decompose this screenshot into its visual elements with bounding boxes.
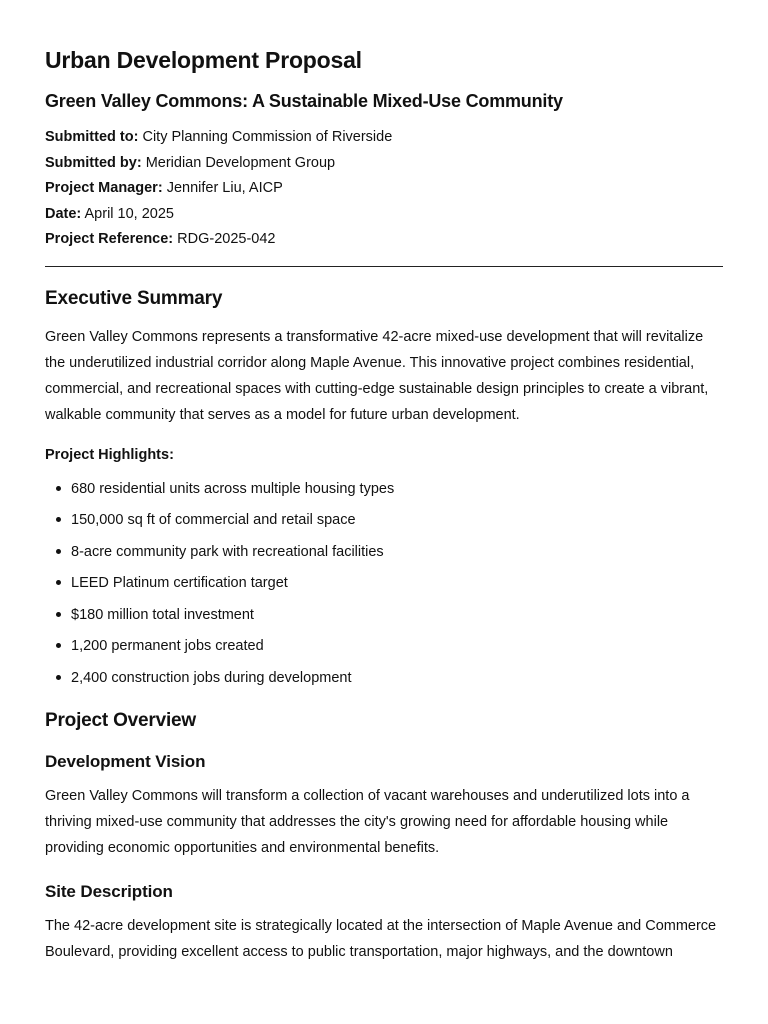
- meta-submitted-to: [45, 125, 723, 151]
- bullet-icon: [56, 486, 61, 491]
- proposal-metadata: [45, 125, 723, 253]
- development-vision-heading: Development Vision: [45, 752, 206, 771]
- meta-value: Jennifer Liu, AICP: [166, 180, 283, 196]
- executive-summary-paragraph: Green Valley Commons represents a transformative 42-acre mixed-use development that will revitalize the underutilized industrial corridor along Maple Avenue. This innovative project combines residential, commercial, and recreational spaces with cutting-edge sustainable design principles to create a vibrant, walkable community that serves as a model for future urban development.: [45, 328, 709, 423]
- bullet-icon: [56, 517, 61, 522]
- meta-value: April 10, 2025: [84, 205, 174, 222]
- meta-value: RDG-2025-042: [177, 231, 276, 247]
- meta-label: Date:: [45, 205, 82, 222]
- list-item: [45, 541, 723, 573]
- bullet-icon: [56, 580, 61, 585]
- bullet-icon: [56, 643, 61, 648]
- list-item: [45, 572, 723, 604]
- list-item: [45, 478, 723, 510]
- bullet-icon: [56, 612, 61, 617]
- meta-project-manager: [45, 176, 723, 202]
- list-item-text: 2,400 construction jobs during development: [71, 669, 352, 686]
- list-item-text: LEED Platinum certification target: [71, 575, 288, 591]
- list-item-text: 680 residential units across multiple housing types: [71, 480, 395, 497]
- list-item-text: 1,200 permanent jobs created: [71, 638, 264, 654]
- list-item-text: $180 million total investment: [71, 606, 254, 623]
- project-highlights-list: [45, 478, 723, 699]
- meta-label: Submitted to:: [45, 129, 139, 145]
- list-item: [45, 635, 723, 667]
- section-divider: [45, 266, 723, 267]
- meta-value: Meridian Development Group: [145, 154, 336, 171]
- list-item: [45, 509, 723, 541]
- project-highlights-label: Project Highlights:: [45, 446, 174, 463]
- meta-label: Project Reference:: [45, 231, 174, 247]
- meta-date: [45, 202, 723, 228]
- list-item: [45, 667, 723, 699]
- list-item-text: 150,000 sq ft of commercial and retail space: [71, 512, 356, 528]
- list-item: [45, 604, 723, 636]
- development-vision-paragraph: Green Valley Commons will transform a collection of vacant warehouses and underutilized lots into a thriving mixed-use community that addresses the city's growing need for affordable housing while providing economic opportunities and environmental benefits.: [45, 788, 690, 856]
- site-description-paragraph: The 42-acre development site is strategically located at the intersection of Maple Avenue and Commerce Boulevard, providing excellent access to public transportation, major highways, and the downtown: [45, 918, 717, 960]
- meta-label: Project Manager:: [45, 180, 163, 196]
- executive-summary-heading: Executive Summary: [45, 287, 223, 309]
- meta-value: City Planning Commission of Riverside: [142, 129, 393, 145]
- meta-project-reference: [45, 227, 723, 253]
- site-description-heading: Site Description: [45, 882, 173, 901]
- bullet-icon: [56, 549, 61, 554]
- meta-label: Submitted by:: [45, 154, 142, 171]
- list-item-text: 8-acre community park with recreational facilities: [71, 543, 384, 560]
- project-overview-heading: Project Overview: [45, 710, 196, 731]
- document-subtitle: Green Valley Commons: A Sustainable Mixed-Use Community: [45, 91, 563, 111]
- meta-submitted-by: [45, 151, 723, 177]
- bullet-icon: [56, 675, 61, 680]
- document-title: Urban Development Proposal: [45, 47, 362, 73]
